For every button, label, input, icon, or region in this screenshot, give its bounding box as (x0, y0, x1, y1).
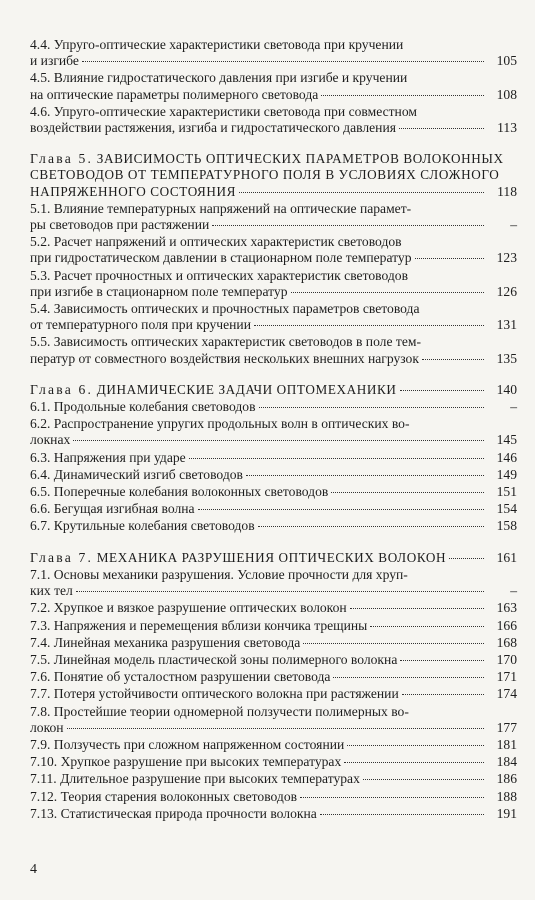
toc-entry-line (30, 771, 487, 787)
toc-page-number: 163 (496, 600, 517, 616)
toc-entry-text (30, 652, 487, 668)
toc-page-number: 177 (496, 719, 517, 735)
toc-line-text (30, 652, 397, 668)
dot-leader (198, 509, 484, 510)
toc-line-text (30, 450, 186, 466)
toc-entry (30, 789, 517, 805)
toc-entry-text (30, 600, 487, 616)
toc-line-content: 7.13. Статистическая природа прочности волокна (30, 805, 317, 821)
dot-leader (344, 762, 484, 763)
toc-line-content: СВЕТОВОДОВ ОТ ТЕМПЕРАТУРНОГО ПОЛЯ В УСЛОВИЯХ СЛОЖНОГО (30, 167, 500, 183)
toc-entry-line (30, 301, 487, 317)
dot-leader (303, 643, 484, 644)
dot-leader (370, 626, 484, 627)
toc-line-text (30, 120, 396, 136)
toc-entry-line (30, 351, 487, 367)
dot-leader (246, 475, 484, 476)
dot-leader (291, 292, 485, 293)
toc-line-text (30, 399, 256, 415)
toc-entry (30, 652, 517, 668)
toc-entry (30, 450, 517, 466)
toc-entry (30, 399, 517, 415)
toc-line-text (30, 720, 64, 736)
toc-line-content: 4.6. Упруго-оптические характеристики световода при совместном (30, 103, 417, 119)
toc-entry-text (30, 737, 487, 753)
dot-leader (400, 390, 484, 391)
toc-entry-line (30, 484, 487, 500)
toc-entry-line (30, 704, 487, 720)
toc-line-content: 7.10. Хрупкое разрушение при высоких температурах (30, 754, 342, 770)
dot-leader (347, 745, 484, 746)
toc-entry-line (30, 120, 487, 136)
toc-line-text (30, 669, 330, 685)
dot-leader (76, 591, 484, 592)
toc-line-text (30, 268, 408, 283)
toc-page-number: 188 (496, 788, 517, 804)
toc-entry-text (30, 467, 487, 483)
toc-line-text (30, 201, 411, 216)
toc-line-content: ДИНАМИЧЕСКИЕ ЗАДАЧИ ОПТОМЕХАНИКИ (96, 381, 397, 397)
toc-page-number: 126 (496, 283, 517, 299)
toc-entry-text (30, 234, 487, 266)
toc-line-content: ры световодов при растяжении (30, 217, 210, 233)
toc-entry-line (30, 432, 487, 448)
toc-entry-line (30, 167, 500, 183)
toc-line-text (30, 484, 328, 500)
toc-entry-line (30, 720, 487, 736)
toc-entry-text (30, 334, 487, 366)
chapter-title-line (30, 151, 504, 166)
dot-leader (67, 728, 484, 729)
toc-line-content: 7.4. Линейная механика разрушения световода (30, 634, 301, 650)
toc-entry-line (30, 567, 487, 583)
toc-entry-line (30, 334, 487, 350)
toc-line-content: 7.6. Понятие об усталостном разрушении световода (30, 669, 331, 685)
dot-leader (415, 258, 485, 259)
toc-page-number: 151 (496, 484, 517, 500)
toc-entry-line (30, 416, 487, 432)
toc-entry (30, 37, 517, 69)
table-of-contents (30, 37, 517, 822)
toc-line-text (30, 518, 255, 534)
toc-line-text (30, 432, 70, 448)
toc-entry (30, 600, 517, 616)
toc-page-number: 171 (496, 669, 517, 685)
toc-page-number: 184 (496, 754, 517, 770)
toc-line-text (30, 704, 409, 719)
toc-chapter-entry (30, 151, 517, 200)
toc-line-content: 6.6. Бегущая изгибная волна (30, 501, 195, 517)
toc-entry-line (30, 184, 487, 200)
toc-entry-text (30, 669, 487, 685)
dot-leader (331, 492, 484, 493)
toc-page-number: – (510, 583, 517, 599)
toc-page-number: 191 (496, 805, 517, 821)
toc-entry-text (30, 450, 487, 466)
toc-line-content: при гидростатическом давлении в стационарном поле температур (30, 250, 412, 266)
toc-line-text (30, 334, 421, 349)
toc-entry (30, 104, 517, 136)
dot-leader (363, 779, 484, 780)
toc-page-number: 113 (497, 120, 517, 136)
dot-leader (320, 814, 484, 815)
toc-line-text (30, 467, 243, 483)
toc-line-text (30, 351, 419, 367)
toc-entry-text (30, 806, 487, 822)
toc-entry (30, 754, 517, 770)
toc-entry-line (30, 250, 487, 266)
toc-line-content: МЕХАНИКА РАЗРУШЕНИЯ ОПТИЧЕСКИХ ВОЛОКОН (96, 549, 447, 565)
chapter-label: Глава 7. (30, 549, 94, 565)
toc-line-text (30, 53, 79, 69)
dot-leader (82, 61, 484, 62)
toc-line-content: 5.3. Расчет прочностных и оптических характеристик световодов (30, 267, 409, 283)
toc-entry-line (30, 53, 487, 69)
toc-line-content: локон (30, 719, 64, 735)
toc-line-content: ператур от совместного воздействия нескольких внешних нагрузок (30, 350, 419, 366)
chapter-title-line (30, 550, 446, 566)
toc-page-number: 174 (496, 686, 517, 702)
toc-entry-text (30, 416, 487, 448)
toc-line-content: 6.2. Распространение упругих продольных волн в оптических во- (30, 416, 410, 432)
toc-entry-text (30, 399, 487, 415)
toc-line-content: 5.2. Расчет напряжений и оптических характеристик световодов (30, 234, 402, 250)
toc-entry-text (30, 382, 487, 398)
toc-page-number: 105 (496, 53, 517, 69)
toc-line-content: НАПРЯЖЕННОГО СОСТОЯНИЯ (30, 183, 237, 199)
dot-leader (300, 797, 484, 798)
toc-line-text (30, 234, 402, 249)
toc-entry (30, 301, 517, 333)
dot-leader (73, 440, 484, 441)
toc-line-content: 5.1. Влияние температурных напряжений на оптические парамет- (30, 200, 412, 216)
toc-line-text (30, 184, 236, 200)
toc-line-content: 7.9. Ползучесть при сложном напряженном состоянии (30, 736, 345, 752)
toc-line-content: от температурного поля при кручении (30, 317, 251, 333)
toc-page-number: 118 (497, 183, 517, 199)
toc-line-content: 6.1. Продольные колебания световодов (30, 399, 256, 415)
toc-page-number: 161 (496, 549, 517, 565)
toc-page-number: 186 (496, 771, 517, 787)
toc-line-content: 5.4. Зависимость оптических и прочностных параметров световода (30, 301, 420, 317)
toc-entry-line (30, 518, 487, 534)
toc-entry (30, 669, 517, 685)
toc-page-number: – (510, 217, 517, 233)
toc-line-text (30, 600, 347, 616)
toc-entry-line (30, 37, 487, 53)
dot-leader (239, 192, 484, 193)
toc-page-number: 131 (496, 317, 517, 333)
toc-entry-text (30, 301, 487, 333)
dot-leader (449, 558, 484, 559)
toc-entry-line (30, 501, 487, 517)
dot-leader (402, 694, 484, 695)
toc-entry-line (30, 234, 487, 250)
toc-entry (30, 467, 517, 483)
toc-line-content: 7.1. Основы механики разрушения. Условие прочности для хруп- (30, 566, 408, 582)
toc-page-number: 108 (496, 86, 517, 102)
toc-page-number: 154 (496, 501, 517, 517)
toc-line-text (30, 737, 344, 753)
toc-line-text (30, 567, 408, 582)
dot-leader (259, 407, 485, 408)
toc-entry (30, 618, 517, 634)
toc-entry (30, 484, 517, 500)
toc-entry-line (30, 686, 487, 702)
dot-leader (189, 458, 484, 459)
toc-entry-text (30, 104, 487, 136)
toc-entry-line (30, 467, 487, 483)
toc-entry-line (30, 754, 487, 770)
toc-line-content: ких тел (30, 583, 73, 599)
toc-entry-line (30, 382, 487, 398)
toc-line-text (30, 217, 209, 233)
toc-entry-line (30, 789, 487, 805)
toc-page-number: 166 (496, 617, 517, 633)
toc-line-text (30, 250, 412, 266)
toc-entry-line (30, 652, 487, 668)
toc-line-text (30, 37, 403, 52)
toc-line-content: 7.11. Длительное разрушение при высоких температурах (30, 771, 360, 787)
toc-entry (30, 70, 517, 102)
toc-line-content: 6.7. Крутильные колебания световодов (30, 518, 255, 534)
toc-entry (30, 704, 517, 736)
toc-page-number: 140 (496, 381, 517, 397)
toc-entry (30, 201, 517, 233)
chapter-title-line (30, 382, 397, 398)
toc-entry (30, 635, 517, 651)
toc-line-text (30, 317, 251, 333)
toc-entry (30, 416, 517, 448)
toc-entry (30, 567, 517, 599)
toc-line-text (30, 301, 420, 316)
toc-line-content: при изгибе в стационарном поле температур (30, 283, 288, 299)
toc-entry-line (30, 87, 487, 103)
toc-line-text (30, 70, 407, 85)
toc-entry-line (30, 317, 487, 333)
toc-entry-text (30, 484, 487, 500)
toc-entry-text (30, 501, 487, 517)
toc-line-text (30, 284, 288, 300)
toc-entry-text (30, 635, 487, 651)
toc-entry (30, 334, 517, 366)
toc-line-text (30, 416, 409, 431)
toc-line-content: 6.5. Поперечные колебания волоконных световодов (30, 484, 329, 500)
toc-entry-line (30, 284, 487, 300)
dot-leader (258, 526, 484, 527)
toc-entry-line (30, 450, 487, 466)
chapter-label: Глава 6. (30, 381, 94, 397)
toc-entry-text (30, 789, 487, 805)
toc-entry-line (30, 618, 487, 634)
dot-leader (399, 128, 484, 129)
toc-line-content: и изгибе (30, 53, 79, 69)
toc-line-content: на оптические параметры полимерного световода (30, 86, 319, 102)
toc-entry-text (30, 754, 487, 770)
toc-line-content: 7.3. Напряжения и перемещения вблизи кончика трещины (30, 617, 368, 633)
toc-entry (30, 234, 517, 266)
toc-entry-line (30, 399, 487, 415)
toc-entry-text (30, 518, 487, 534)
toc-line-content: 4.4. Упруго-оптические характеристики световода при кручении (30, 37, 404, 52)
toc-entry-text (30, 618, 487, 634)
toc-page-number: 146 (496, 449, 517, 465)
toc-entry-line (30, 70, 487, 86)
toc-line-content: 7.8. Простейшие теории одномерной ползучести полимерных во- (30, 703, 409, 719)
toc-entry-text (30, 567, 487, 599)
toc-chapter-entry (30, 550, 517, 566)
toc-line-text (30, 771, 360, 787)
dot-leader (422, 359, 484, 360)
toc-entry (30, 806, 517, 822)
dot-leader (254, 325, 484, 326)
toc-entry (30, 268, 517, 300)
toc-entry-text (30, 37, 487, 69)
toc-line-content: локнах (30, 432, 71, 448)
page-number: 4 (30, 862, 37, 877)
toc-entry-line (30, 201, 487, 217)
toc-line-text (30, 104, 417, 119)
toc-line-text (30, 167, 499, 182)
toc-entry-line (30, 669, 487, 685)
toc-entry-text (30, 151, 504, 200)
toc-entry-text (30, 704, 487, 736)
toc-line-content: воздействии растяжения, изгиба и гидростатического давления (30, 120, 396, 136)
toc-entry-text (30, 771, 487, 787)
toc-page-number: 170 (496, 651, 517, 667)
dot-leader (400, 660, 484, 661)
toc-entry-line (30, 151, 504, 167)
toc-entry (30, 737, 517, 753)
toc-entry-line (30, 806, 487, 822)
toc-entry-line (30, 104, 487, 120)
dot-leader (333, 677, 484, 678)
chapter-label: Глава 5. (30, 151, 94, 167)
dot-leader (350, 608, 484, 609)
toc-page-number: 168 (496, 634, 517, 650)
toc-line-content: 7.2. Хрупкое и вязкое разрушение оптических волокон (30, 600, 347, 616)
toc-chapter-entry (30, 382, 517, 398)
toc-entry-text (30, 70, 487, 102)
toc-entry (30, 518, 517, 534)
toc-page-number: 158 (496, 518, 517, 534)
toc-line-text (30, 618, 367, 634)
toc-entry-line (30, 737, 487, 753)
toc-line-content: 7.5. Линейная модель пластической зоны полимерного волокна (30, 651, 398, 667)
toc-page-number: 149 (496, 466, 517, 482)
toc-entry (30, 501, 517, 517)
toc-entry-text (30, 550, 487, 566)
toc-page-number: 181 (496, 736, 517, 752)
toc-line-text (30, 806, 317, 822)
toc-line-text (30, 583, 73, 599)
toc-line-text (30, 789, 297, 805)
toc-line-content: 6.3. Напряжения при ударе (30, 449, 186, 465)
toc-entry-text (30, 201, 487, 233)
dot-leader (212, 225, 484, 226)
toc-entry-line (30, 600, 487, 616)
dot-leader (321, 95, 484, 96)
toc-page-number: 145 (496, 432, 517, 448)
toc-line-text (30, 754, 341, 770)
toc-line-text (30, 635, 300, 651)
toc-page-number: 123 (496, 250, 517, 266)
toc-entry-line (30, 268, 487, 284)
toc-line-text (30, 686, 399, 702)
toc-line-text (30, 87, 318, 103)
toc-entry-line (30, 583, 487, 599)
toc-page-number: – (510, 399, 517, 415)
toc-line-content: 7.7. Потеря устойчивости оптического волокна при растяжении (30, 686, 399, 702)
toc-page-number: 135 (496, 350, 517, 366)
toc-line-content: 4.5. Влияние гидростатического давления при изгибе и кручении (30, 70, 408, 86)
toc-entry (30, 771, 517, 787)
toc-line-content: 7.12. Теория старения волоконных световодов (30, 788, 298, 804)
toc-line-text (30, 501, 195, 517)
toc-line-content: ЗАВИСИМОСТЬ ОПТИЧЕСКИХ ПАРАМЕТРОВ ВОЛОКОННЫХ (96, 151, 504, 167)
toc-line-content: 5.5. Зависимость оптических характеристик световодов в поле тем- (30, 334, 422, 350)
toc-entry-line (30, 635, 487, 651)
toc-entry (30, 686, 517, 702)
toc-entry-text (30, 686, 487, 702)
toc-entry-text (30, 268, 487, 300)
toc-entry-line (30, 217, 487, 233)
toc-line-content: 6.4. Динамический изгиб световодов (30, 466, 243, 482)
toc-entry-line (30, 550, 487, 566)
